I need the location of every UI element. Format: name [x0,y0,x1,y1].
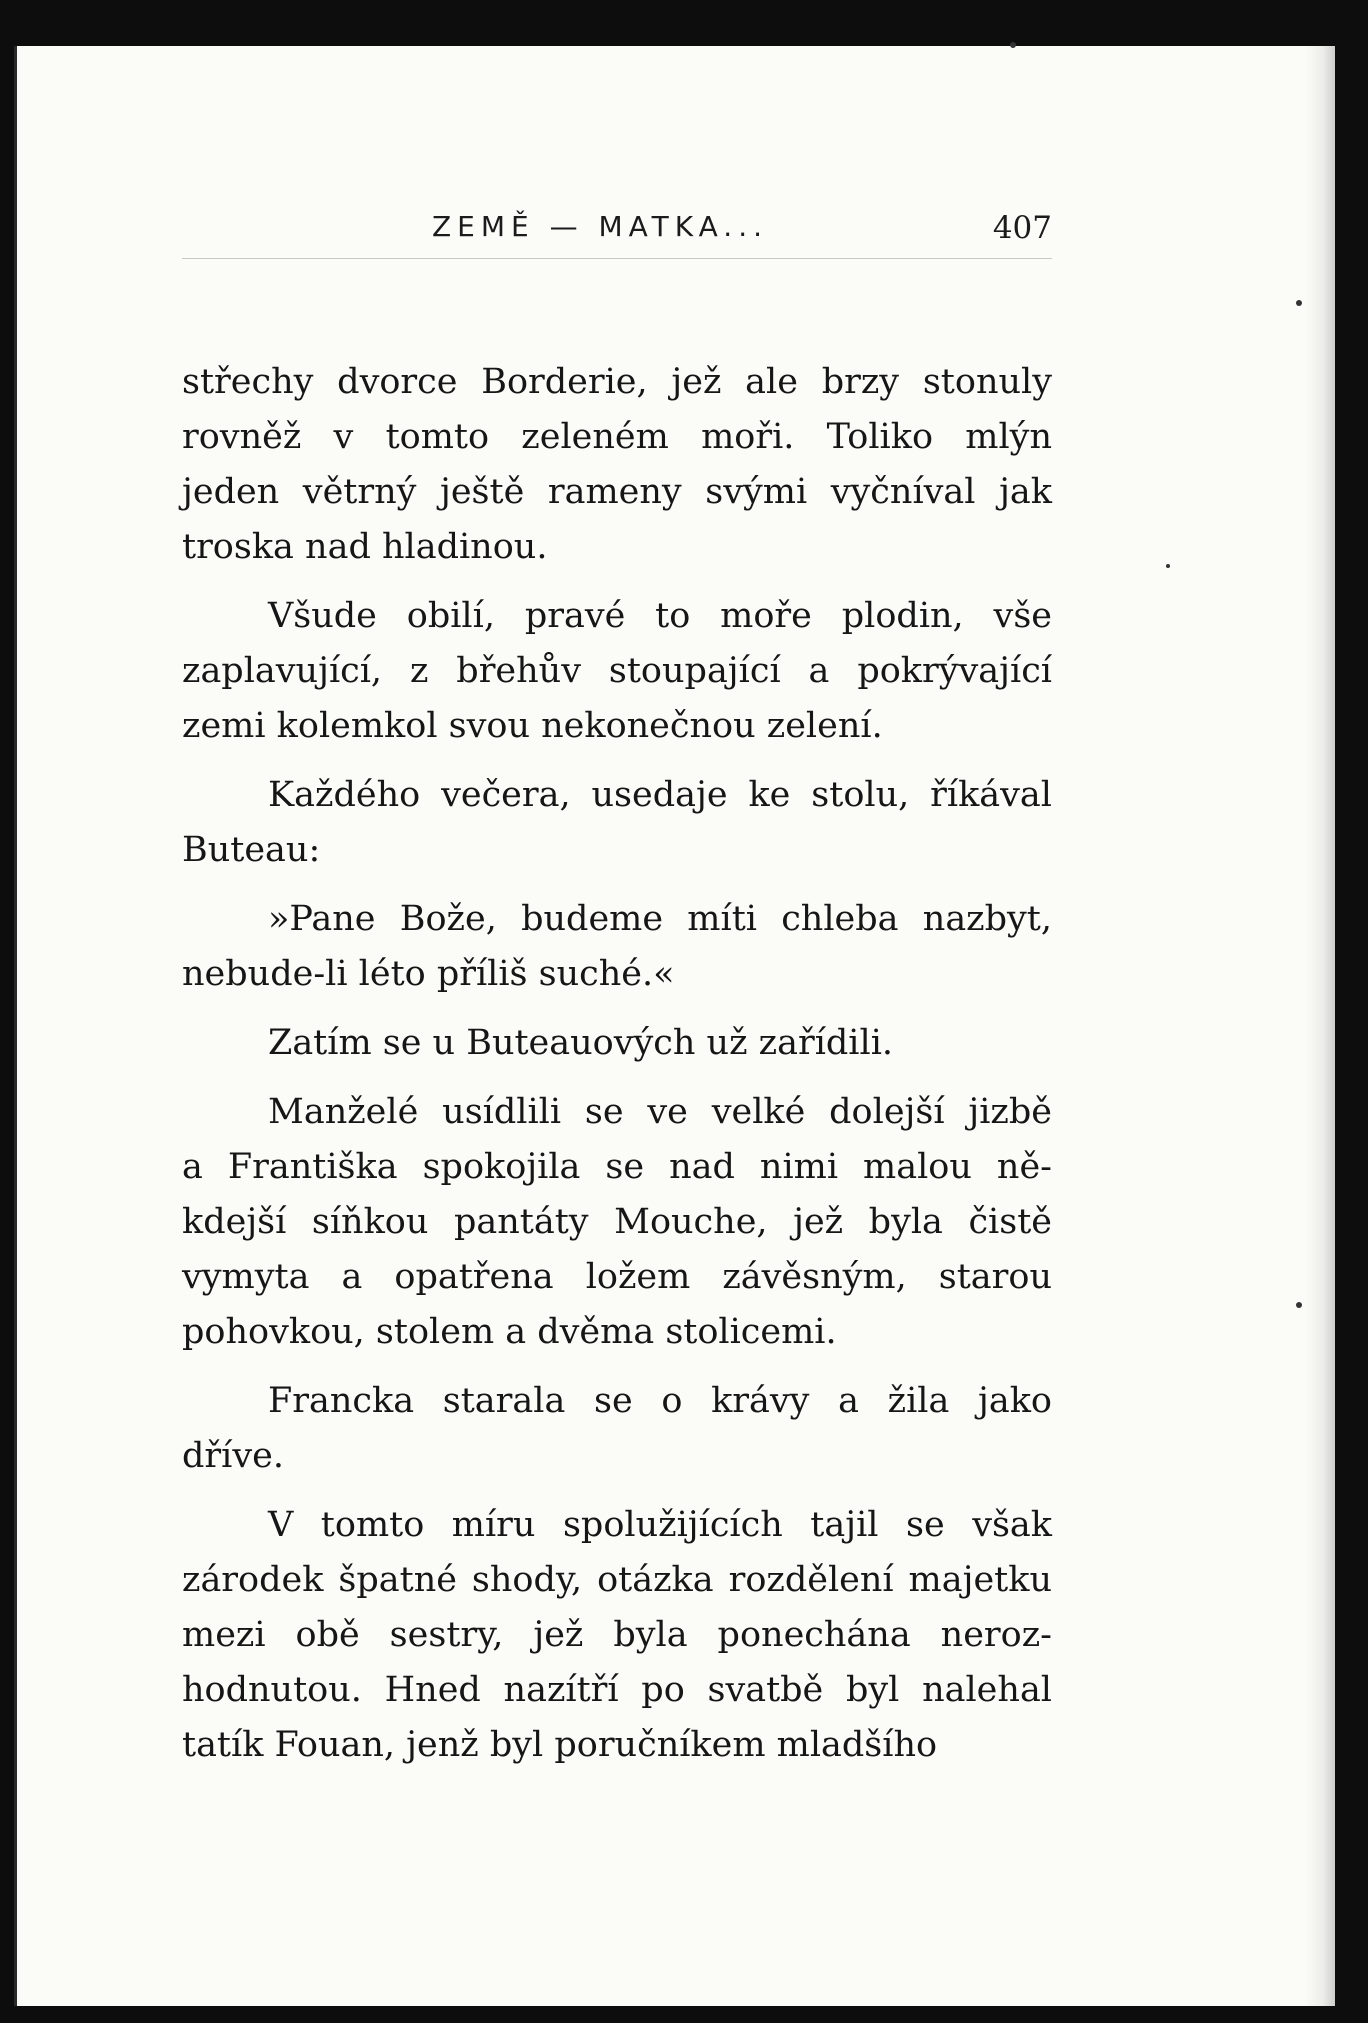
text-line: kdejší síňkou pantáty Mouche, jež byla čistě [182,1202,1052,1242]
text-line: zemi kolemkol svou nekonečnou zelení. [182,706,883,746]
paragraph [182,768,1052,878]
page-number: 407 [992,210,1052,246]
text-line: Francka starala se o krávy a žila jako [268,1381,1052,1421]
text-line: zárodek špatné shody, otázka rozdělení majetku [182,1560,1052,1600]
text-line: dříve. [182,1436,284,1476]
text-line: Každého večera, usedaje ke stolu, říkával [268,775,1052,815]
text-line: hodnutou. Hned nazítří po svatbě byl nalehal [182,1670,1052,1710]
text-line: střechy dvorce Borderie, jež ale brzy stonuly [182,362,1052,402]
paragraph [182,1498,1052,1773]
text-line: »Pane Bože, budeme míti chleba nazbyt, [268,899,1052,939]
text-line: Zatím se u Buteauových už zařídili. [268,1023,894,1063]
text-line: Buteau: [182,830,321,870]
text-line: jeden větrný ještě rameny svými vyčníval jak [182,472,1052,512]
text-line: vymyta a opatřena ložem závěsným, starou [182,1257,1052,1297]
scan-speck [1296,1302,1302,1308]
text-line: pohovkou, stolem a dvěma stolicemi. [182,1312,837,1352]
text-line: Manželé usídlili se ve velké dolejší jizbě [268,1092,1052,1132]
text-line: Všude obilí, pravé to moře plodin, vše [268,596,1052,636]
paragraph [182,355,1052,575]
body-text [182,355,1052,1787]
text-line: zaplavující, z břehův stoupající a pokrývající [182,651,1052,691]
text-line: a Františka spokojila se nad nimi malou ně- [182,1147,1052,1187]
paragraph [182,1016,1052,1071]
paragraph [182,892,1052,1002]
paragraph [182,1374,1052,1484]
scan-speck [1010,42,1016,48]
text-line: mezi obě sestry, jež byla ponechána neroz- [182,1615,1052,1655]
scan-speck [1166,564,1170,568]
paragraph [182,1085,1052,1360]
text-line: rovněž v tomto zeleném moři. Toliko mlýn [182,417,1052,457]
running-title: ZEMĚ — MATKA... [432,210,768,243]
scan-speck [1296,300,1302,306]
page-edge-shadow [1305,46,1335,2006]
text-line: V tomto míru spolužijících tajil se však [268,1505,1052,1545]
paragraph [182,589,1052,754]
header-rule [182,258,1052,259]
text-line: nebude-li léto příliš suché.« [182,954,675,994]
page-header [182,210,1052,270]
text-line: tatík Fouan, jenž byl poručníkem mladšího [182,1725,938,1765]
text-line: troska nad hladinou. [182,527,548,567]
